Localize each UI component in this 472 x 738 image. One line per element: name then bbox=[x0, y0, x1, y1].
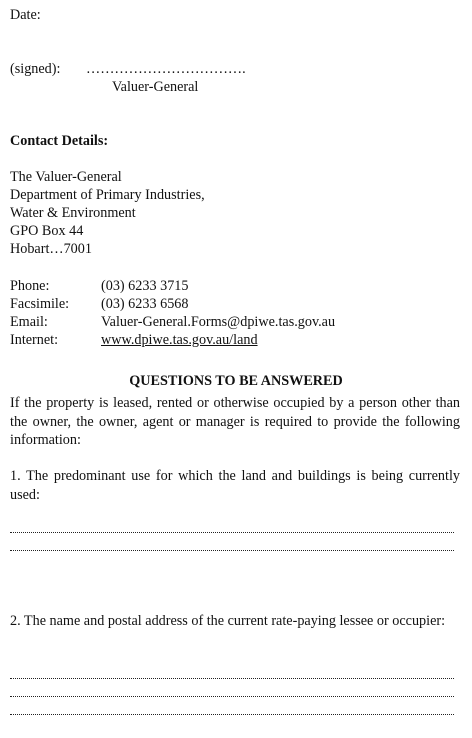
signer-title: Valuer-General bbox=[112, 79, 199, 95]
answer-2-line[interactable] bbox=[10, 678, 454, 679]
question-1: 1. The predominant use for which the land and buildings is being currently used: bbox=[10, 468, 460, 503]
answer-2-line[interactable] bbox=[10, 696, 454, 697]
fax-value: (03) 6233 6568 bbox=[101, 296, 189, 312]
contact-heading: Contact Details: bbox=[10, 133, 109, 149]
email-label: Email: bbox=[10, 314, 48, 330]
date-label: Date: bbox=[10, 7, 41, 23]
fax-label: Facsimile: bbox=[10, 296, 70, 312]
website-link[interactable]: www.dpiwe.tas.gov.au/land bbox=[101, 332, 258, 348]
signature-line: ……………………………. bbox=[86, 61, 246, 77]
answer-2-line[interactable] bbox=[10, 714, 454, 715]
question-2: 2. The name and postal address of the current rate-paying lessee or occupier: bbox=[10, 613, 446, 629]
phone-value: (03) 6233 3715 bbox=[101, 278, 189, 294]
address-line: Hobart…7001 bbox=[10, 241, 92, 257]
email-link[interactable]: Valuer-General.Forms@dpiwe.tas.gov.au bbox=[101, 314, 336, 330]
questions-intro: If the property is leased, rented or otherwise occupied by a person other than the owner, the owner, agent or manager is required to provide the following information: bbox=[10, 395, 460, 448]
address-line: The Valuer-General bbox=[10, 169, 122, 185]
internet-label: Internet: bbox=[10, 332, 59, 348]
questions-heading: QUESTIONS TO BE ANSWERED bbox=[129, 373, 343, 389]
address-line: Department of Primary Industries, bbox=[10, 187, 205, 203]
signed-label: (signed): bbox=[10, 61, 61, 77]
phone-label: Phone: bbox=[10, 278, 50, 294]
answer-1-line[interactable] bbox=[10, 550, 454, 551]
address-line: Water & Environment bbox=[10, 205, 136, 221]
answer-1-line[interactable] bbox=[10, 532, 454, 533]
address-line: GPO Box 44 bbox=[10, 223, 84, 239]
